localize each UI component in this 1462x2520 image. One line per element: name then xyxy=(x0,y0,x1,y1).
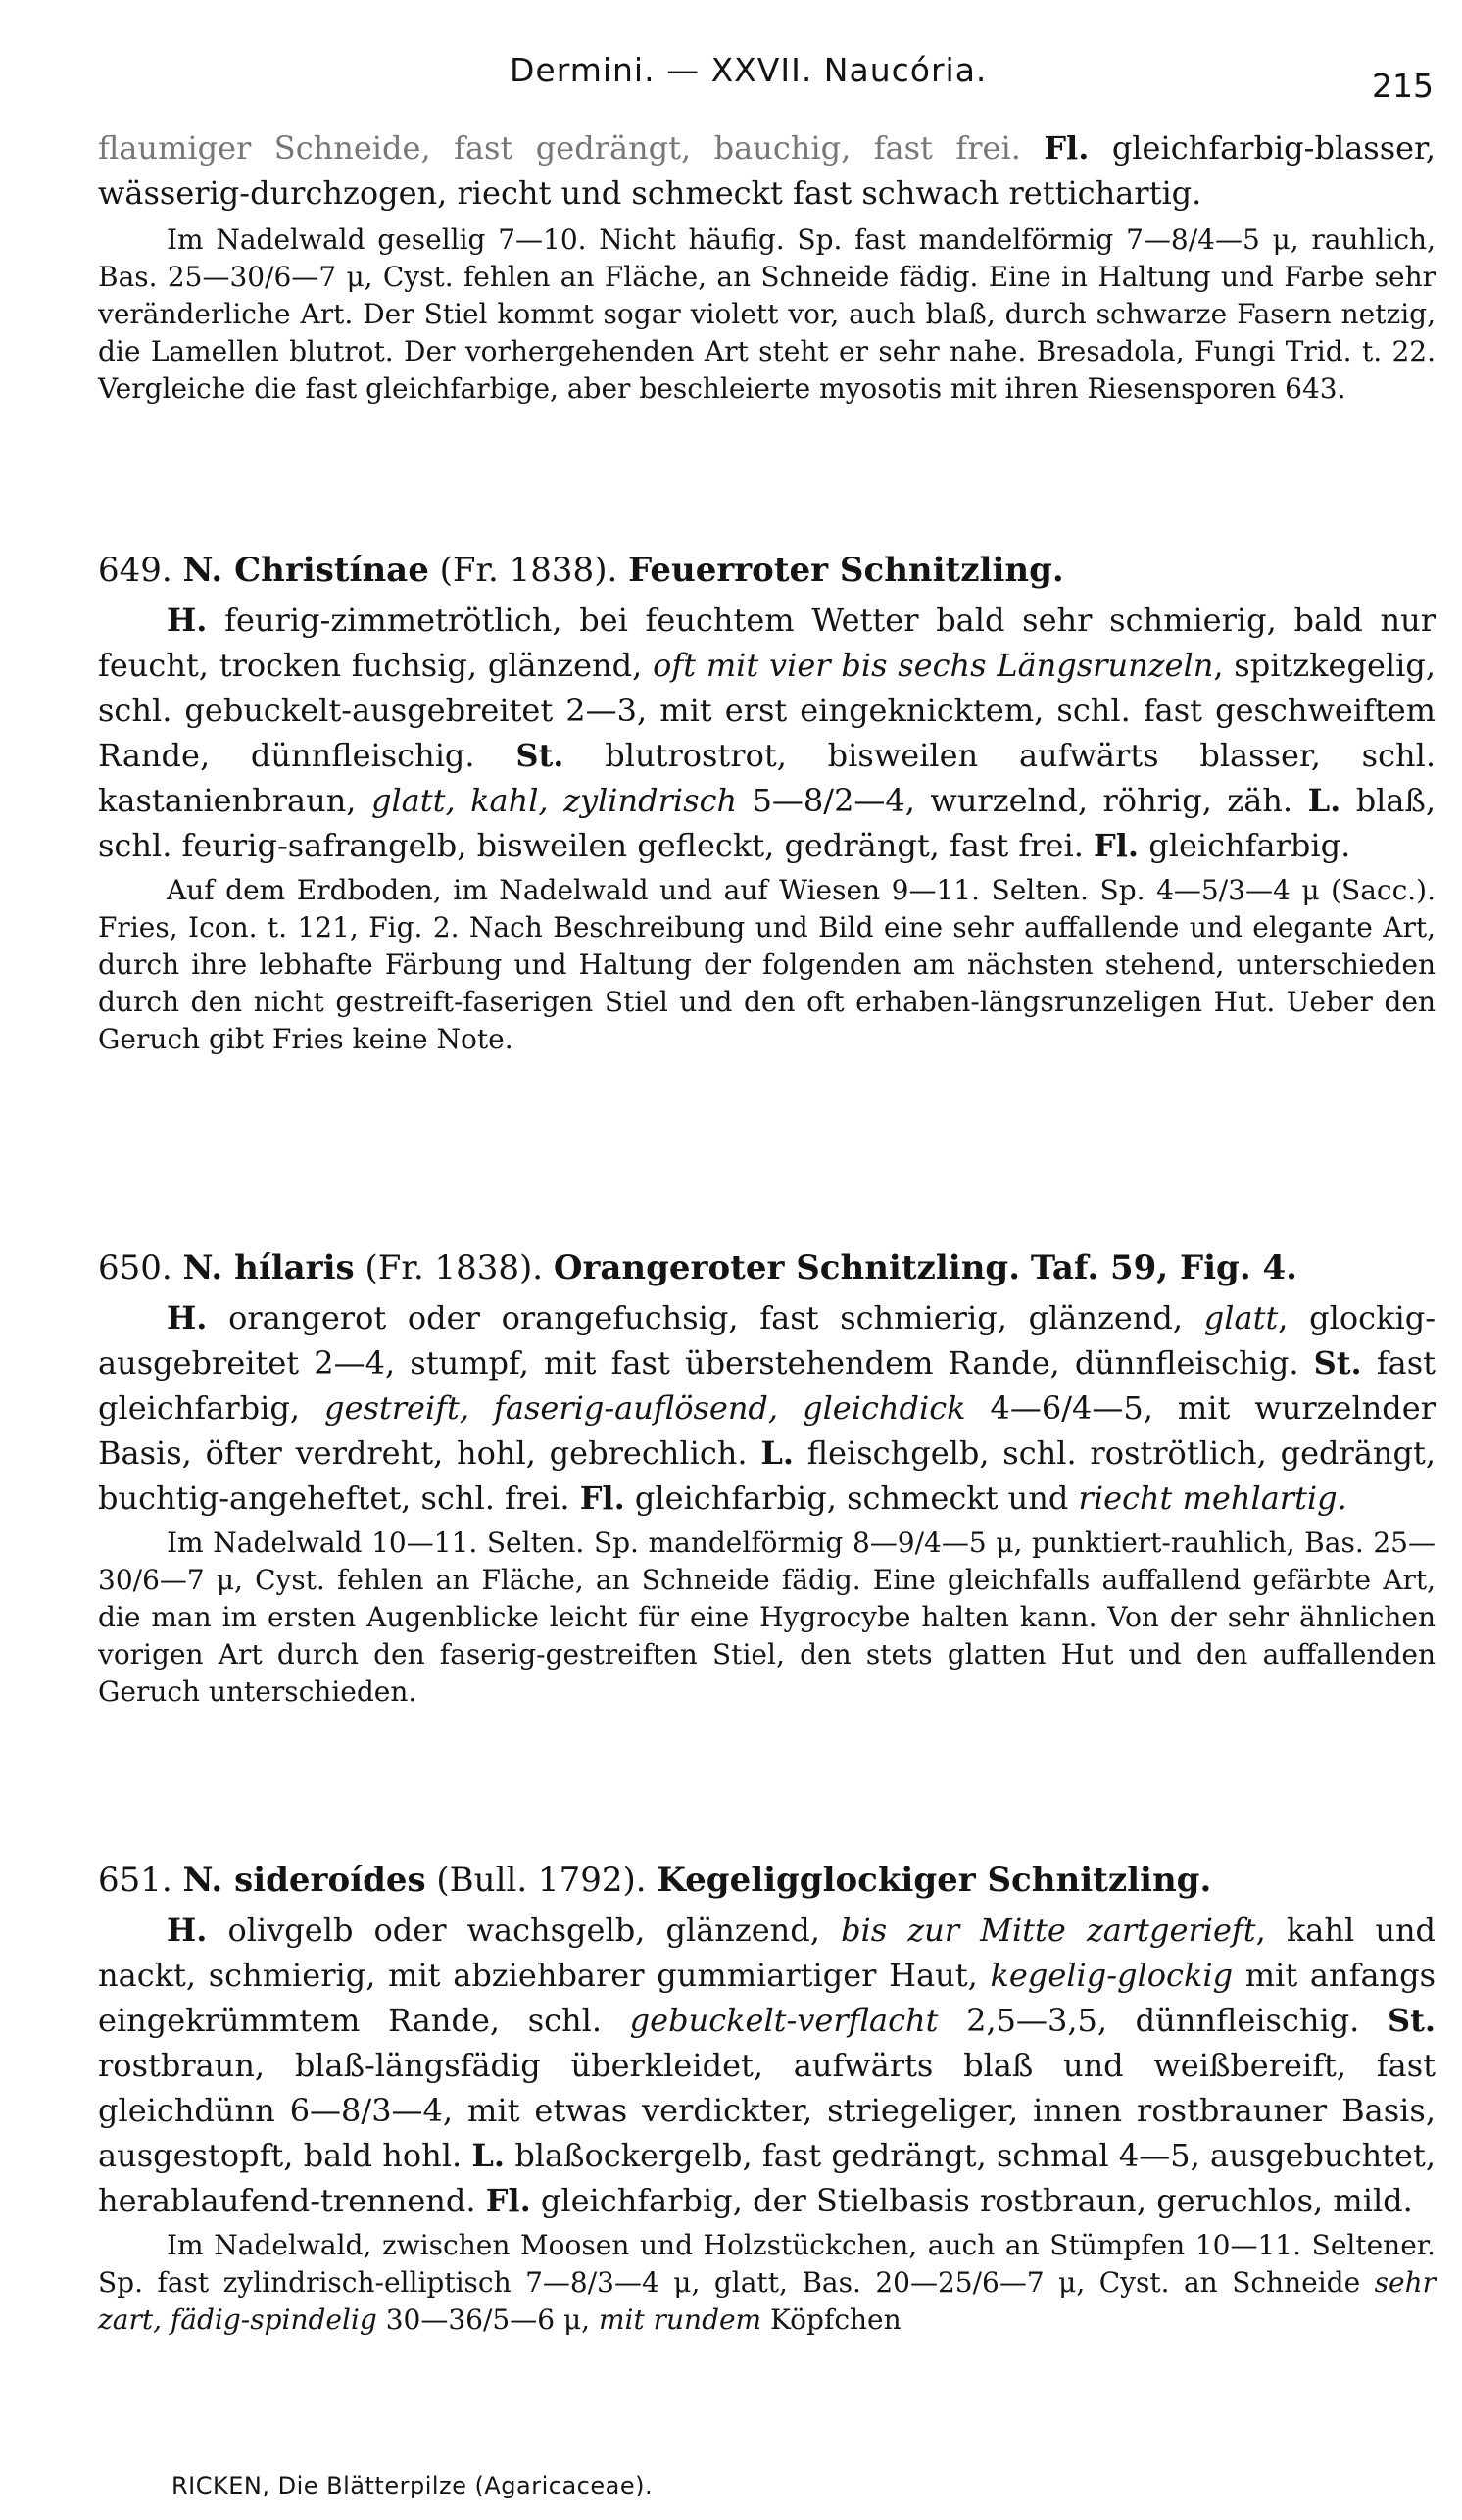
continuation-paragraph: flaumiger Schneide, fast gedrängt, bauchig, fast frei. Fl. gleichfarbig-blasser, wässerig-durchzogen, riecht und schmeckt fast schwach rettichartig. xyxy=(98,129,1436,212)
species-name: N. hílaris xyxy=(182,1248,355,1287)
species-author: (Bull. 1792). xyxy=(436,1861,647,1900)
species-author: (Fr. 1838). xyxy=(365,1248,544,1287)
entry-649 xyxy=(98,547,1436,1058)
species-name: N. Christínae xyxy=(182,551,429,590)
species-description: H. orangerot oder orangefuchsig, fast schmierig, glänzend, glatt, glockig-ausgebreitet 2—4, stumpf, mit fast überstehendem Rande, dünnfleischig. St. fast gleichfarbig, gestreift, faserig-auflösend, gleichdick 4—6/4—5, mit wurzelnder Basis, öfter verdreht, hohl, gebrechlich. L. fleischgelb, schl. roströtlich, gedrängt, buchtig-angeheftet, schl. frei. Fl. gleichfarbig, schmeckt und riecht mehlartig. xyxy=(98,1299,1437,1517)
common-name: Orangeroter Schnitzling. xyxy=(553,1248,1021,1287)
species-name: N. sideroídes xyxy=(182,1861,426,1900)
page-number: 215 xyxy=(1372,67,1434,105)
species-notes: Im Nadelwald, zwischen Moosen und Holzstückchen, auch an Stümpfen 10—11. Seltener. Sp. fast zylindrisch-elliptisch 7—8/3—4 μ, glatt, Bas. 20—25/6—7 μ, Cyst. an Schneide sehr zart, fädig-spindelig 30—36/5—6 μ, mit rundem Köpfchen xyxy=(98,2229,1436,2336)
species-description: H. olivgelb oder wachsgelb, glänzend, bis zur Mitte zartgerieft, kahl und nackt, schmierig, mit abziehbarer gummiartiger Haut, kegelig-glockig mit anfangs eingekrümmtem Rande, schl. gebuckelt-verflacht 2,5—3,5, dünnfleischig. St. rostbraun, blaß-längsfädig überkleidet, aufwärts blaß und weißbereift, fast gleichdünn 6—8/3—4, mit etwas verdickter, striegeliger, innen rostbrauner Basis, ausgestopft, bald hohl. L. blaßockergelb, fast gedrängt, schmal 4—5, ausgebuchtet, herablaufend-trennend. Fl. gleichfarbig, der Stielbasis rostbraun, geruchlos, mild. xyxy=(98,1912,1437,2219)
common-name: Feuerroter Schnitzling. xyxy=(628,551,1064,590)
species-author: (Fr. 1838). xyxy=(439,551,618,590)
entry-651 xyxy=(98,1857,1436,2339)
entry-heading xyxy=(98,547,1436,594)
entry-650 xyxy=(98,1244,1436,1711)
running-header xyxy=(0,51,1462,110)
entry-number: 651. xyxy=(98,1861,172,1900)
footer-signature: RICKEN, Die Blätterpilze (Agaricaceae). xyxy=(171,2472,654,2499)
running-title: Dermini. — XXVII. Naucória. xyxy=(510,51,988,89)
plate-reference: Taf. 59, Fig. 4. xyxy=(1030,1248,1297,1287)
entry-number: 649. xyxy=(98,551,172,590)
continuation-notes: Im Nadelwald gesellig 7—10. Nicht häufig. Sp. fast mandelförmig 7—8/4—5 μ, rauhlich, Bas. 25—30/6—7 μ, Cyst. fehlen an Fläche, an Schneide fädig. Eine in Haltung und Farbe sehr veränderliche Art. Der Stiel kommt sogar violett vor, auch blaß, durch schwarze Fasern netzig, die Lamellen blutrot. Der vorhergehenden Art steht er sehr nahe. Bresadola, Fungi Trid. t. 22. Vergleiche die fast gleichfarbige, aber beschleierte myosotis mit ihren Riesensporen 643. xyxy=(98,223,1436,405)
continuation-block xyxy=(98,125,1436,408)
species-description: H. feurig-zimmetrötlich, bei feuchtem Wetter bald sehr schmierig, bald nur feucht, trocken fuchsig, glänzend, oft mit vier bis sechs Längsrunzeln, spitzkegelig, schl. gebuckelt-ausgebreitet 2—3, mit erst eingeknicktem, schl. fast geschweiftem Rande, dünnfleischig. St. blutrostrot, bisweilen aufwärts blasser, schl. kastanienbraun, glatt, kahl, zylindrisch 5—8/2—4, wurzelnd, röhrig, zäh. L. blaß, schl. feurig-safrangelb, bisweilen gefleckt, gedrängt, fast frei. Fl. gleichfarbig. xyxy=(98,602,1437,864)
entry-heading xyxy=(98,1857,1436,1904)
common-name: Kegeligglockiger Schnitzling. xyxy=(657,1861,1212,1900)
entry-heading xyxy=(98,1244,1436,1291)
species-notes: Auf dem Erdboden, im Nadelwald und auf Wiesen 9—11. Selten. Sp. 4—5/3—4 μ (Sacc.). Fries, Icon. t. 121, Fig. 2. Nach Beschreibung und Bild eine sehr auffallende und elegante Art, durch ihre lebhafte Färbung und Haltung der folgenden am nächsten stehend, unterschieden durch den nicht gestreift-faserigen Stiel und den oft erhaben-längsrunzeligen Hut. Ueber den Geruch gibt Fries keine Note. xyxy=(98,874,1436,1055)
species-notes: Im Nadelwald 10—11. Selten. Sp. mandelförmig 8—9/4—5 μ, punktiert-rauhlich, Bas. 25—30/6—7 μ, Cyst. fehlen an Fläche, an Schneide fädig. Eine gleichfalls auffallend gefärbte Art, die man im ersten Augenblicke leicht für eine Hygrocybe halten kann. Von der sehr ähnlichen vorigen Art durch den faserig-gestreiften Stiel, den stets glatten Hut und den auffallenden Geruch unterschieden. xyxy=(98,1527,1436,1708)
entry-number: 650. xyxy=(98,1248,172,1287)
